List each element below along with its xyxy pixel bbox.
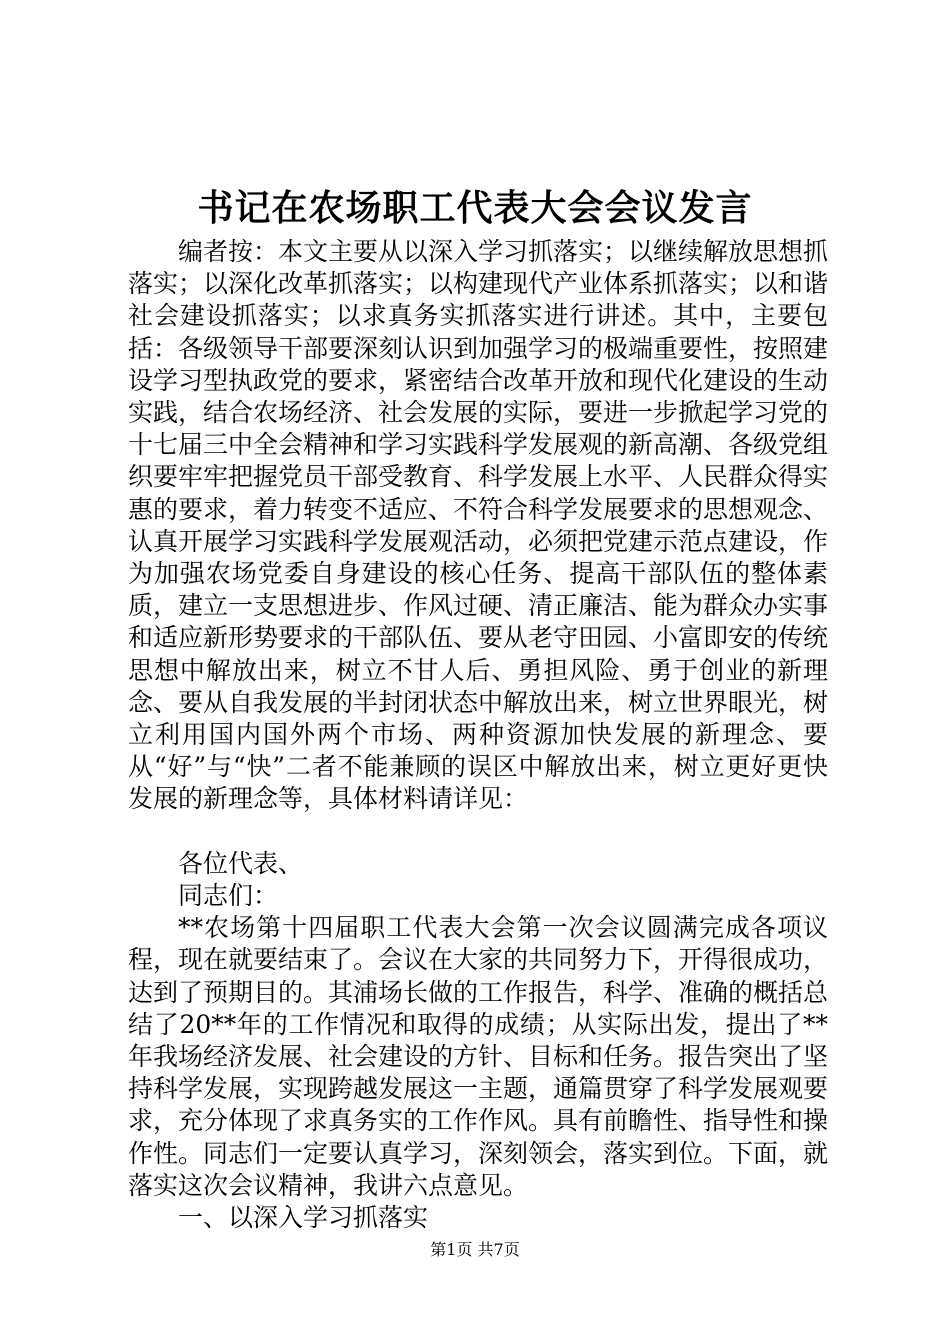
section-heading: 一、以深入学习抓落实 [178,1203,429,1233]
greeting-line: 同志们： [178,881,279,911]
document-title: 书记在农场职工代表大会会议发言 [197,187,753,229]
document-body [128,236,828,1234]
body-paragraph: **农场第十四届职工代表大会第一次会议圆满完成各项议程，现在就要结束了。会议在大家的共同努力下，开得很成功，达到了预期目的。其浦场长做的工作报告，科学、准确的概括总结了20**年的工作情况和取得的成绩；从实际出发，提出了**年我场经济发展、社会建设的方针、目标和任务。报告突出了坚持科学发展，实现跨越发展这一主题，通篇贯穿了科学发展观要求，充分体现了求真务实的工作作风。具有前瞻性、指导性和操作性。同志们一定要认真学习，深刻领会，落实到位。下面，就落实这次会议精神，我讲六点意见。 [128,913,829,1200]
editor-note-paragraph: 编者按：本文主要从以深入学习抓落实；以继续解放思想抓落实；以深化改革抓落实；以构建现代产业体系抓落实；以和谐社会建设抓落实；以求真务实抓落实进行讲述。其中，主要包括：各级领导干部要深刻认识到加强学习的极端重要性，按照建设学习型执政党的要求，紧密结合改革开放和现代化建设的生动实践，结合农场经济、社会发展的实际，要进一步掀起学习党的十七届三中全会精神和学习实践科学发展观的新高潮、各级党组织要牢牢把握党员干部受教育、科学发展上水平、人民群众得实惠的要求，着力转变不适应、不符合科学发展要求的思想观念、认真开展学习实践科学发展观活动，必须把党建示范点建设，作为加强农场党委自身建设的核心任务、提高干部队伍的整体素质，建立一支思想进步、作风过硬、清正廉洁、能为群众办实事和适应新形势要求的干部队伍、要从老守田园、小富即安的传统思想中解放出来，树立不甘人后、勇担风险、勇于创业的新理念、要从自我发展的半封闭状态中解放出来，树立世界眼光，树立利用国内国外两个市场、两种资源加快发展的新理念、要从“好”与“快”二者不能兼顾的误区中解放出来，树立更好更快发展的新理念等，具体材料请详见： [128,237,829,814]
page-footer: 第1页 共7页 [430,1240,520,1259]
blank-line [128,816,828,848]
greeting-line: 各位代表、 [178,848,304,878]
